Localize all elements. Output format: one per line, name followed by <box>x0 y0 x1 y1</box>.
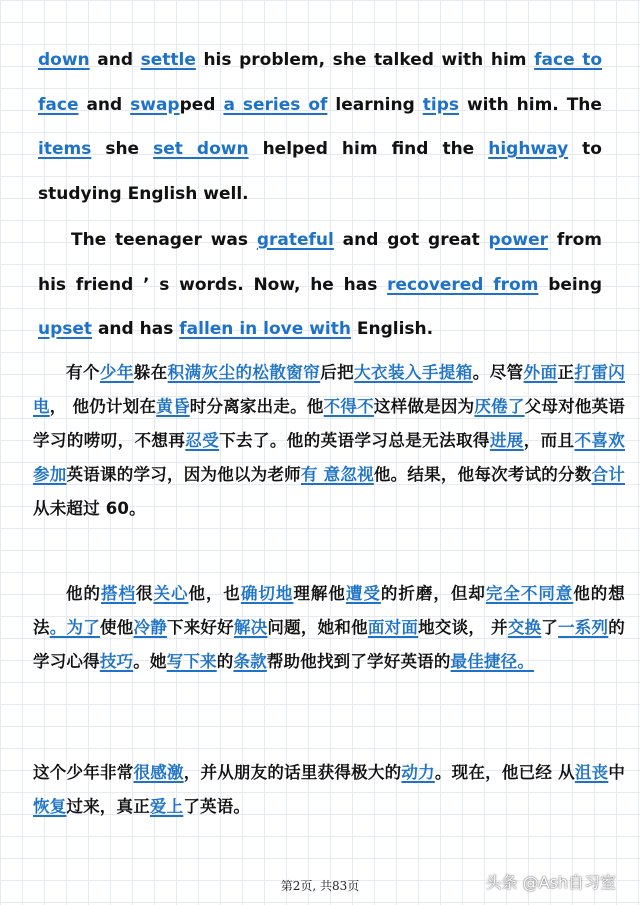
text-run: 下来好好 <box>166 618 234 637</box>
text-run: to studying English well. <box>38 139 602 204</box>
highlighted-vocabulary: 一系列 <box>558 618 609 637</box>
text-run: 很 <box>135 584 154 603</box>
highlighted-vocabulary: 恢复 <box>33 797 67 816</box>
highlighted-vocabulary: tips <box>422 94 459 115</box>
highlighted-vocabulary: 写下来 <box>166 652 217 671</box>
text-run: ped <box>179 94 224 115</box>
text-run: 过来，真正 <box>66 797 150 816</box>
text-run: and got great <box>333 230 489 250</box>
text-run: 帮助他找到了学好英语的 <box>266 652 451 671</box>
text-run: 的学习心得 <box>33 618 625 671</box>
text-run: 英语课的学习，因为他以为老师 <box>66 465 301 484</box>
text-run: 他。结果，他每次考试的分数 <box>373 465 592 484</box>
text-run: 下去了。他的英语学习总是无法取得 <box>219 431 490 450</box>
text-run: 后把 <box>320 363 355 382</box>
highlighted-vocabulary: 关心 <box>153 584 189 603</box>
highlighted-vocabulary: 交换 <box>507 618 542 637</box>
text-run: 他，也 <box>188 584 241 603</box>
highlighted-vocabulary: 完全不同意 <box>485 584 574 603</box>
highlighted-vocabulary: 合计 <box>591 465 625 484</box>
highlighted-vocabulary: 条款 <box>233 652 267 671</box>
highlighted-vocabulary: 动力 <box>401 763 435 782</box>
highlighted-vocabulary: 进展 <box>489 431 524 450</box>
text-run: 了英语。 <box>183 797 251 816</box>
text-run: 从未超过 60。 <box>33 499 146 518</box>
text-run: 问题，她和他 <box>267 618 368 637</box>
text-run: 使他 <box>99 618 134 637</box>
text-run: 中 <box>608 763 626 782</box>
highlighted-vocabulary: 不喜欢参加 <box>33 431 625 484</box>
highlighted-vocabulary: 有 意忽视 <box>300 465 374 484</box>
text-run: being <box>538 274 602 295</box>
text-run: 的折磨，但却 <box>380 584 486 603</box>
text-run: learning <box>327 94 423 115</box>
highlighted-vocabulary: down <box>38 50 90 70</box>
paragraph-chinese-3 <box>33 756 625 824</box>
paragraph-chinese-1 <box>33 356 625 526</box>
text-run: 地交谈， 并 <box>418 618 508 637</box>
highlighted-vocabulary: 最佳捷径。 <box>450 652 535 671</box>
highlighted-vocabulary: 很感激 <box>133 763 184 782</box>
highlighted-vocabulary: 技巧 <box>99 652 134 671</box>
highlighted-vocabulary: recovered from <box>387 274 539 295</box>
highlighted-vocabulary: 。为了 <box>49 618 100 637</box>
highlighted-vocabulary: grateful <box>256 230 334 250</box>
highlighted-vocabulary: 厌倦了 <box>474 397 525 416</box>
highlighted-vocabulary: 外面 <box>523 363 558 382</box>
text-run: helped him find the <box>248 139 489 159</box>
highlighted-vocabulary: face to face <box>38 50 602 115</box>
highlighted-vocabulary: 沮丧 <box>574 763 609 782</box>
text-run: 时分离家出走。他 <box>189 397 324 416</box>
text-run: 理解他 <box>293 584 346 603</box>
text-run: 他的想法 <box>33 584 625 637</box>
text-run: from his friend ’ s words. Now, he has <box>38 230 603 295</box>
highlighted-vocabulary: 黄昏 <box>156 397 190 416</box>
highlighted-vocabulary: 爱上 <box>149 797 184 816</box>
text-run: 。她 <box>133 652 167 671</box>
text-run: ， 他仍计划在 <box>49 397 157 416</box>
text-run: ，而且 <box>523 431 575 450</box>
text-run: with him. The <box>458 94 602 115</box>
text-run: she <box>91 139 154 159</box>
highlighted-vocabulary: items <box>38 139 92 159</box>
text-run: and <box>78 94 131 115</box>
watermark: 头条 @Ash自习室 <box>485 873 616 892</box>
highlighted-vocabulary: 不得不 <box>323 397 374 416</box>
paragraph-chinese-2 <box>33 577 625 679</box>
text-run: 他的 <box>66 584 101 603</box>
text-run: 父母对他英语学习的唠叨，不想再 <box>33 397 626 450</box>
text-run: English. <box>350 319 434 339</box>
highlighted-vocabulary: 解决 <box>233 618 268 637</box>
text-run: 了 <box>541 618 559 637</box>
text-run: 。尽管 <box>472 363 524 382</box>
highlighted-vocabulary: 忍受 <box>185 431 220 450</box>
highlighted-vocabulary: 确切地 <box>240 584 294 603</box>
text-run: 这样做是因为 <box>373 397 475 416</box>
highlighted-vocabulary: 少年 <box>99 363 134 382</box>
page-number: 第2页, 共83页 <box>280 879 360 893</box>
paragraph-english-1 <box>38 38 602 216</box>
highlighted-vocabulary: highway <box>488 139 569 159</box>
text-run: 这个少年非常 <box>33 763 134 782</box>
text-run: 正 <box>557 363 575 382</box>
text-run: 的 <box>216 652 234 671</box>
highlighted-vocabulary: 遭受 <box>345 584 381 603</box>
highlighted-vocabulary: swap <box>130 94 180 115</box>
highlighted-vocabulary: 面对面 <box>367 618 419 637</box>
highlighted-vocabulary: power <box>488 230 549 250</box>
highlighted-vocabulary: 搭档 <box>100 584 136 603</box>
paragraph-english-2 <box>38 218 602 352</box>
text-run: and <box>89 50 141 70</box>
text-run: his problem, she talked with him <box>195 50 535 70</box>
highlighted-vocabulary: 大衣装入手提箱 <box>354 363 473 382</box>
highlighted-vocabulary: a series of <box>223 94 328 115</box>
text-run: The teenager was <box>71 230 257 250</box>
highlighted-vocabulary: 打雷闪电 <box>33 363 625 416</box>
text-run: 。现在，他已经 从 <box>434 763 575 782</box>
highlighted-vocabulary: 积满灰尘的松散窗帘 <box>167 363 321 382</box>
highlighted-vocabulary: settle <box>140 50 196 70</box>
text-run: ，并从朋友的话里获得极大的 <box>183 763 402 782</box>
text-run: and has <box>92 319 180 339</box>
highlighted-vocabulary: fallen in love with <box>179 319 351 339</box>
highlighted-vocabulary: 冷静 <box>133 618 167 637</box>
text-run: 有个 <box>66 363 100 382</box>
highlighted-vocabulary: upset <box>38 319 93 339</box>
highlighted-vocabulary: set down <box>153 139 249 159</box>
text-run: 躲在 <box>133 363 168 382</box>
